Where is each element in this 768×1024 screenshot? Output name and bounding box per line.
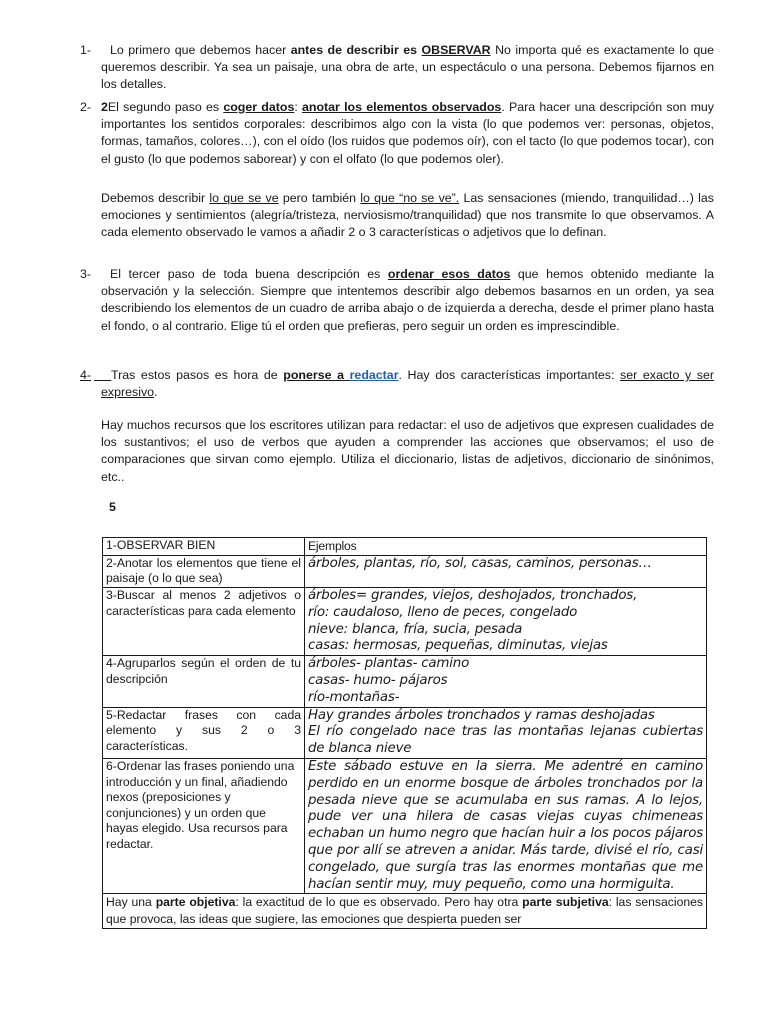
table-row xyxy=(103,656,707,707)
item-4-intro: Tras estos pasos es hora de xyxy=(111,368,284,382)
item-1-bold: antes de describir es xyxy=(290,43,422,57)
item-2-colon: : xyxy=(294,100,303,114)
item-2-p2-no-se-ve: lo que “no se ve”. xyxy=(360,191,460,205)
footer-b: : la exactitud de lo que es observado. Pero hay otra xyxy=(235,895,523,910)
table-cell-example xyxy=(305,656,707,707)
item-3-rest: que hemos obtenido mediante la observación y la selección. Siempre que intentemos describir algo debemos basarnos en un orden, ya sea describiendo los elementos de un cuadro de arriba abajo o de izquierda a derecha, desde el primer plano hasta el fondo, o al contrario. Elige tú el orden que prefieras, pero seguir un orden es imprescindible. xyxy=(101,267,715,333)
item-2-paragraph-2 xyxy=(101,190,714,242)
example-line: El río congelado nace tras las montañas lejanas cubiertas de blanca nieve xyxy=(308,724,703,757)
table-header-examples: Ejemplos xyxy=(305,538,707,556)
item-2-p2-a: Debemos describir xyxy=(101,191,210,205)
table-cell-step: 5-Redactar frases con cada elemento y sus 2 o 3 características. xyxy=(103,707,305,758)
table-row xyxy=(103,587,707,655)
section-5-marker: 5 xyxy=(109,500,116,514)
item-4-text xyxy=(101,367,714,401)
table-cell-example xyxy=(305,707,707,758)
item-4-ser-exacto: ser exacto y ser expresivo xyxy=(101,368,714,400)
example-line: Hay grandes árboles tronchados y ramas deshojadas xyxy=(308,707,655,723)
item-1-number: 1- xyxy=(80,43,92,57)
table-header-row xyxy=(103,538,707,556)
item-2-digit: 2 xyxy=(101,100,108,114)
item-2-intro: El segundo paso es xyxy=(107,100,224,114)
table-cell-example xyxy=(305,555,707,587)
item-2-anotar: anotar los elementos observados xyxy=(302,100,502,114)
example-line: río: caudaloso, lleno de peces, congelado xyxy=(308,604,578,620)
item-3-text xyxy=(101,266,714,335)
item-1-intro: Lo primero que debemos hacer xyxy=(110,43,291,57)
table-footer-row xyxy=(103,894,707,928)
item-2-rest: . Para hacer una descripción son muy importantes los sentidos corporales: describimos algo con la vista (lo que podemos ver: personas, objetos, formas, tamaños, colores…), con el oído (los ruidos que podemos oír), con el tacto (lo que podemos tocar), con el gusto (lo que podemos saborear) y con el olfato (lo que podemos oler). xyxy=(101,100,715,166)
item-1-observar: OBSERVAR xyxy=(421,43,491,57)
item-1-rest: No importa qué es exactamente lo que queremos describir. Ya sea un paisaje, una obra de arte, un espectáculo o una persona. Debemos fijarnos en los detalles. xyxy=(101,43,714,92)
table-row xyxy=(103,758,707,893)
example-line: árboles- plantas- camino xyxy=(308,656,470,672)
item-3-ordenar: ordenar esos datos xyxy=(387,267,511,281)
item-4-ponerse: ponerse a xyxy=(283,368,350,382)
footer-objetiva: parte objetiva xyxy=(155,895,236,910)
table-cell-step: 3-Buscar al menos 2 adjetivos o características para cada elemento xyxy=(103,587,305,655)
item-3-number: 3- xyxy=(80,267,92,281)
item-4-paragraph-2 xyxy=(101,417,714,486)
footer-a: Hay una xyxy=(106,895,156,910)
example-line: casas- humo- pájaros xyxy=(308,672,448,688)
table-row xyxy=(103,555,707,587)
example-line: río-montañas- xyxy=(308,689,400,705)
table-cell-step: 4-Agruparlos según el orden de tu descripción xyxy=(103,656,305,707)
example-line: nieve: blanca, fría, sucia, pesada xyxy=(308,621,523,637)
item-4-p2: Hay muchos recursos que los escritores utilizan para redactar: el uso de adjetivos que expresen cualidades de los sustantivos; el uso de verbos que ayuden a comprender las acciones que observamos; el uso de comparaciones que sirvan como ejemplo. Utiliza el diccionario, listas de adjetivos, diccionario de sinónimos, etc.. xyxy=(101,418,714,484)
item-2-p2-lo-que-se-ve: lo que se ve xyxy=(209,191,279,205)
item-2-p2-rest: Las sensaciones (miendo, tranquilidad…) las emociones y sentimientos (alegría/tristeza, nerviosismo/tranquilidad) que nos transmite lo que observamos. A cada elemento observado le vamos a añadir 2 o 3 características o adjetivos que lo definan. xyxy=(101,191,714,240)
item-4-mid: . Hay dos características importantes: xyxy=(398,368,621,382)
table-row xyxy=(103,707,707,758)
example-line: árboles, plantas, río, sol, casas, caminos, personas… xyxy=(308,555,652,571)
item-2-p2-b: pero también xyxy=(278,191,361,205)
item-4-number: 4- xyxy=(80,368,92,382)
example-line: árboles= grandes, viejos, deshojados, tronchados, xyxy=(308,587,638,603)
item-2-text xyxy=(101,99,714,168)
table-cell-example xyxy=(305,758,707,893)
footer-subjetiva: parte subjetiva xyxy=(522,895,609,910)
example-line: casas: hermosas, pequeñas, diminutas, viejas xyxy=(308,638,608,654)
example-paragraph: Este sábado estuve en la sierra. Me adentré en camino perdido en un enorme bosque de árboles tronchados por la pesada nieve que se acumulaba en sus ramas. A lo lejos, pude ver una hilera de casas viejas cuyas chimeneas echaban un humo negro que hacían huir a los pocos pájaros que por allí se atreven a anidar. Más tarde, divisé el río, casi congelado, que surgía tras las enormes montañas que me hacían sentir muy, muy pequeño, como una hormiguita. xyxy=(308,758,703,892)
table-cell-step: 2-Anotar los elementos que tiene el paisaje (o lo que sea) xyxy=(103,555,305,587)
steps-table xyxy=(102,537,707,929)
table-cell-example xyxy=(305,587,707,655)
footer-c: : las sensaciones que provoca, las ideas que sugiere, las emociones que despierta pueden ser xyxy=(106,895,704,926)
item-3-intro: El tercer paso de toda buena descripción es xyxy=(110,267,388,281)
item-2-number: 2- xyxy=(80,100,92,114)
table-footer-cell xyxy=(103,894,707,928)
item-1-text xyxy=(101,42,714,94)
table-header-step: 1-OBSERVAR BIEN xyxy=(103,538,305,556)
item-2-coger-datos: coger datos xyxy=(223,100,295,114)
item-4-end: . xyxy=(154,385,158,400)
table-cell-step: 6-Ordenar las frases poniendo una introducción y un final, añadiendo nexos (preposiciones y conjunciones) y un orden que hayas elegido. Usa recursos para redactar. xyxy=(103,758,305,893)
redactar-link[interactable]: redactar xyxy=(349,368,399,382)
